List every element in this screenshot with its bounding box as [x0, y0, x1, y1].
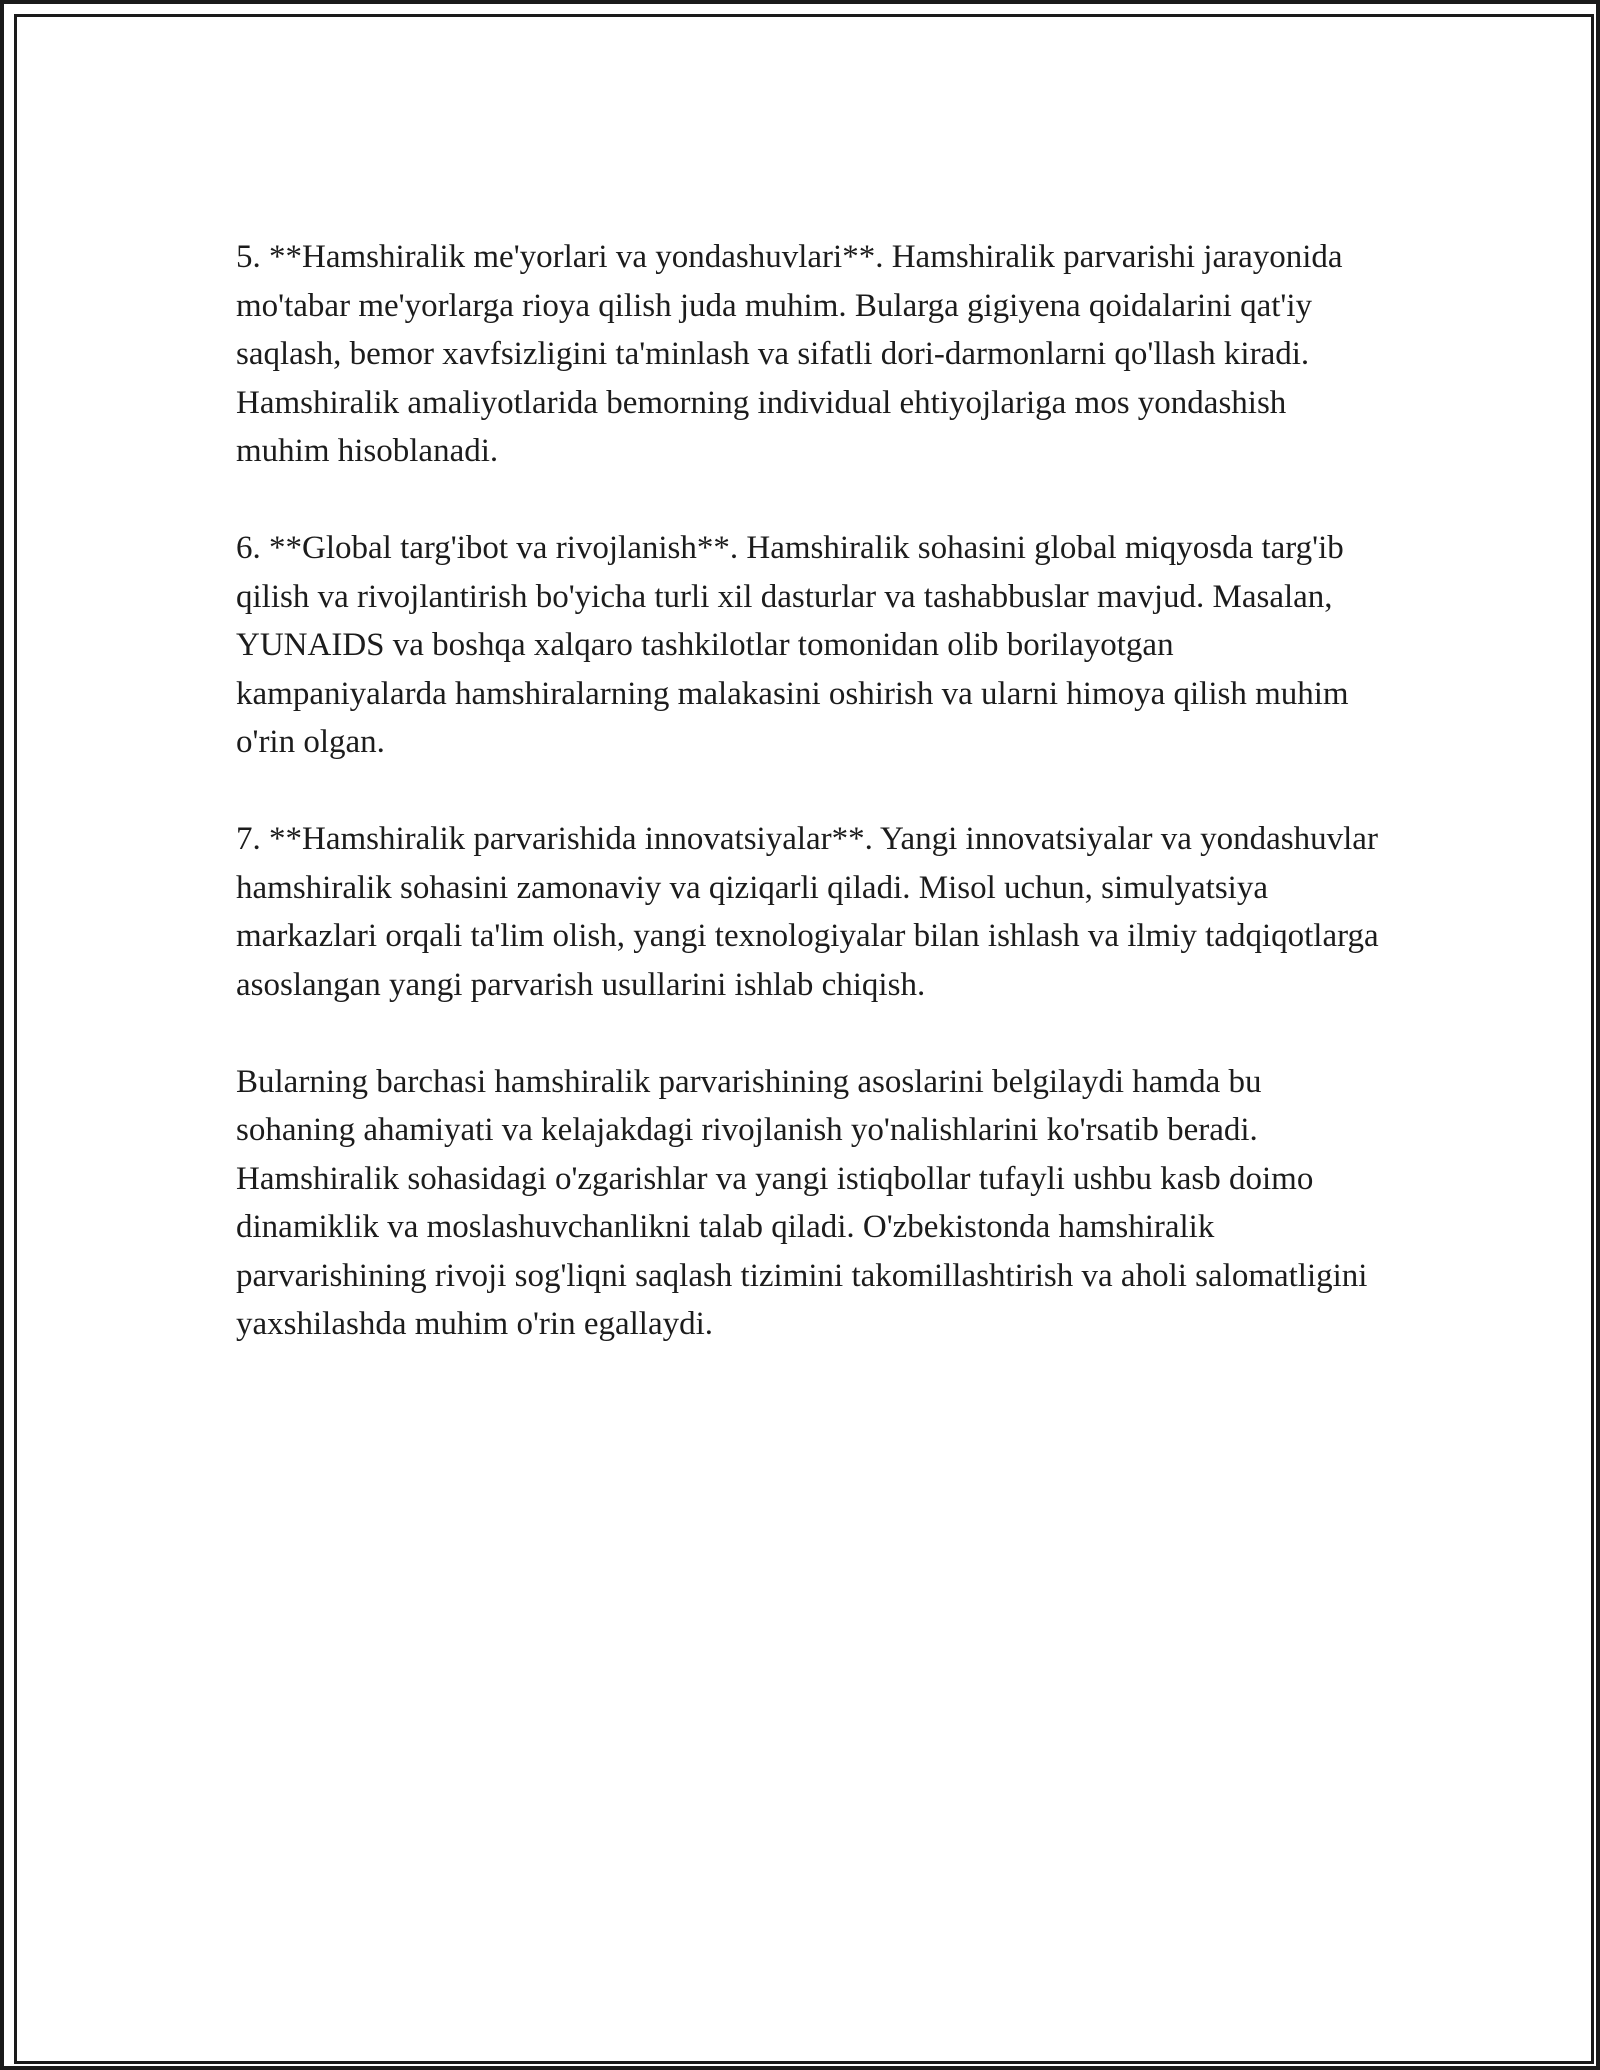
- paragraph-nursing-standards: 5. **Hamshiralik me'yorlari va yondashuvlari**. Hamshiralik parvarishi jarayonida mo'tabar me'yorlarga rioya qilish juda muhim. Bularga gigiyena qoidalarini qat'iy saqlash, bemor xavfsizligini ta'minlash va sifatli dori-darmonlarni qo'llash kiradi. Hamshiralik amaliyotlarida bemorning individual ehtiyojlariga mos yondashish muhim hisoblanadi.: [236, 239, 1343, 469]
- paragraph-conclusion: Bularning barchasi hamshiralik parvarishining asoslarini belgilaydi hamda bu sohaning ahamiyati va kelajakdagi rivojlanish yo'nalishlarini ko'rsatib beradi. Hamshiralik sohasidagi o'zgarishlar va yangi istiqbollar tufayli ushbu kasb doimo dinamiklik va moslashuvchanlikni talab qiladi. O'zbekistonda hamshiralik parvarishining rivoji sog'liqni saqlash tizimini takomillashtirish va aholi salomatligini yaxshilashda muhim o'rin egallaydi.: [236, 1063, 1368, 1342]
- document-body: [236, 233, 1386, 1397]
- paragraph-global-promotion: 6. **Global targ'ibot va rivojlanish**. Hamshiralik sohasini global miqyosda targ'ib qilish va rivojlantirish bo'yicha turli xil dasturlar va tashabbuslar mavjud. Masalan, YUNAIDS va boshqa xalqaro tashkilotlar tomonidan olib borilayotgan kampaniyalarda hamshiralarning malakasini oshirish va ularni himoya qilish muhim o'rin olgan.: [236, 530, 1349, 760]
- paragraph-nursing-innovations: 7. **Hamshiralik parvarishida innovatsiyalar**. Yangi innovatsiyalar va yondashuvlar hamshiralik sohasini zamonaviy va qiziqarli qiladi. Misol uchun, simulyatsiya markazlari orqali ta'lim olish, yangi texnologiyalar bilan ishlash va ilmiy tadqiqotlarga asoslangan yangi parvarish usullarini ishlab chiqish.: [236, 821, 1379, 1003]
